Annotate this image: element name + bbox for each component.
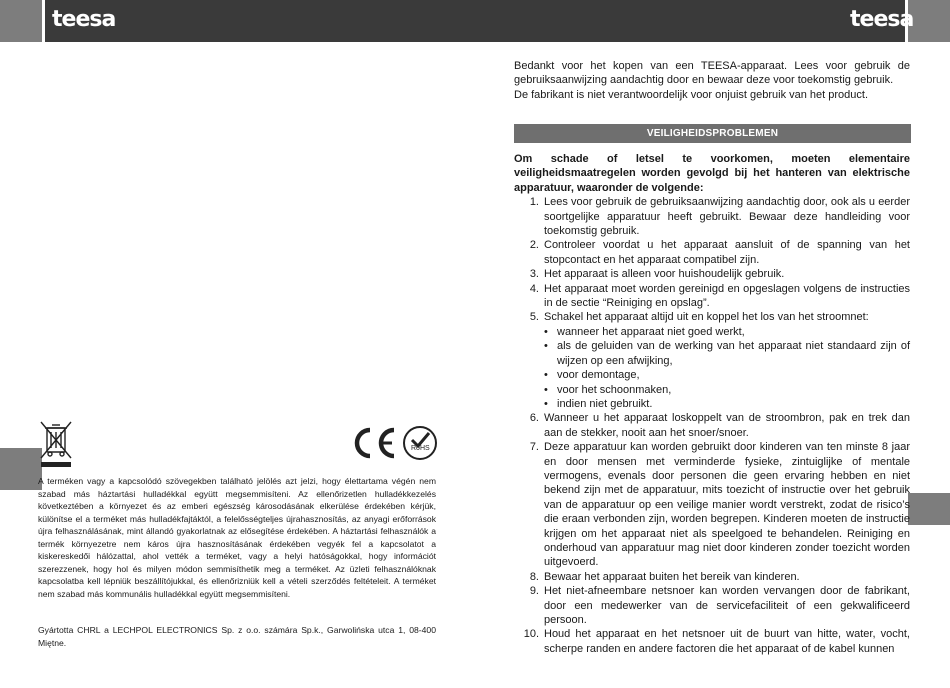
rohs-icon [402,425,438,461]
intro-paragraph: Bedankt voor het kopen van een TEESA-apparaat. Lees voor gebruik de gebruiksaanwijzing aandachtig door en bewaar deze voor toekomstig gebruik. [514,60,910,87]
list-item: 4. Het apparaat moet worden gereinigd en opgeslagen volgens de instructies in de sectie “Reiniging en opslag”. [529,282,910,310]
side-tab-right [908,493,950,525]
ce-mark-icon [350,426,398,460]
list-item: 7. Deze apparatuur kan worden gebruikt door kinderen van ten minste 8 jaar en door mensen met verminderde fysieke, zintuiglijke of mentale vermogens, evenals door personen die geen ervaring hebben en niet bekend zijn met de apparatuur, mits toezicht of instructie over het gebruik van de apparatuur op een veilige manier wordt verstrekt, zodat de risico’s die eraan verbonden zijn, worden begrepen. Kinderen moeten de instructie krijgen om het apparaat niet als speelgoed te behandelen. Reiniging en onderhoud van apparatuur mag niet door kinderen zonder toezicht worden uitgevoerd. [529,441,910,569]
teesa-logo-left: teesa [52,7,116,32]
manufacturer-note: Gyártotta CHRL a LECHPOL ELECTRONICS Sp. z o.o. számára Sp.k., Garwolińska utca 1, 08-400 Miętne. [38,625,436,648]
header-bar-right [475,0,905,42]
corner-block-left [0,0,42,42]
weee-bin-icon [38,420,74,468]
corner-block-right [908,0,950,42]
sub-list-item: • voor het schoonmaken, [544,383,672,396]
sub-list-item: • wanneer het apparaat niet goed werkt, [544,325,745,338]
section-title: VEILIGHEIDSPROBLEMEN [514,124,911,143]
list-item: 8. Bewaar het apparaat buiten het bereik van kinderen. [529,570,800,583]
disposal-paragraph: A terméken vagy a kapcsolódó szövegekben található jelölés azt jelzi, hogy élettartama végén nem szabad más háztartási hulladékkal együtt megsemmisíteni. Az ellenőrizetlen hulladékkezelés következtében a környezet és az emberi egészség károsodásának elkerülése érdekében kérjük, különítse el a terméket más hulladékfajtáktól, a felelősségteljes újrahasznosítás, az anyagi erőforrások újra felhasználásának, mint állandó gyakorlatnak az elősegítése érdekében. A háztartási felhasználók a termék környezetre nem káros újra hasznosításának érdekében vegyék fel a kapcsolatot a kiskereskedői hálózattal, ahol vették a terméket, vagy a helyi hatóságokkal, hogy információt szerezzenek, hogy hol és milyen módon semmisíthetik meg a terméket. Az üzleti felhasználóknak kapcsolatba kell lépniük beszállítójukkal, és ellenőrizniük kell a vételi szerződés feltételeit. A terméket nem szabad más kommunális hulladékkal együtt megsemmisíteni. [38,476,436,599]
disclaimer-paragraph: De fabrikant is niet verantwoordelijk voor onjuist gebruik van het product. [514,88,869,101]
teesa-logo-right: teesa [850,7,914,32]
list-item: 3. Het apparaat is alleen voor huishoudelijk gebruik. [529,268,785,281]
side-tab-left [0,448,42,490]
safety-list [514,195,910,656]
list-item: 9. Het niet-afneembare netsnoer kan worden vervangen door de fabrikant, door een medewerker van de servicefaciliteit of een gekwalificeerd persoon. [529,585,910,626]
list-item: 5. Schakel het apparaat altijd uit en koppel het los van het stroomnet: [529,311,869,324]
rohs-label: RoHS [411,445,430,452]
list-item: 10. Houd het apparaat en het netsnoer uit de buurt van hitte, water, vocht, scherpe randen en andere factoren die het apparaat of de kabel kunnen [523,628,910,655]
list-item: 6. Wanneer u het apparaat loskoppelt van de stroombron, pak en trek dan aan de stekker, nooit aan het snoer/snoer. [529,412,910,439]
list-item: 1. Lees voor gebruik de gebruiksaanwijzing aandachtig door, ook als u eerder soortgelijke apparatuur heeft gebruikt. Bewaar deze handleiding voor toekomstig gebruik. [529,196,910,238]
list-item: 2. Controleer voordat u het apparaat aansluit of de spanning van het stopcontact en het apparaat compatibel zijn. [529,239,910,266]
sub-list-item: • als de geluiden van de werking van het apparaat niet standaard zijn of wijzen op een afwijking, [544,340,910,367]
sub-list-item: • voor demontage, [544,369,640,382]
sub-list-item: • indien niet gebruikt. [544,397,653,410]
safety-lead: Om schade of letsel te voorkomen, moeten elementaire veiligheidsmaatregelen worden gevolgd bij het hanteren van elektrische apparatuur, waaronder de volgende: [514,153,910,194]
